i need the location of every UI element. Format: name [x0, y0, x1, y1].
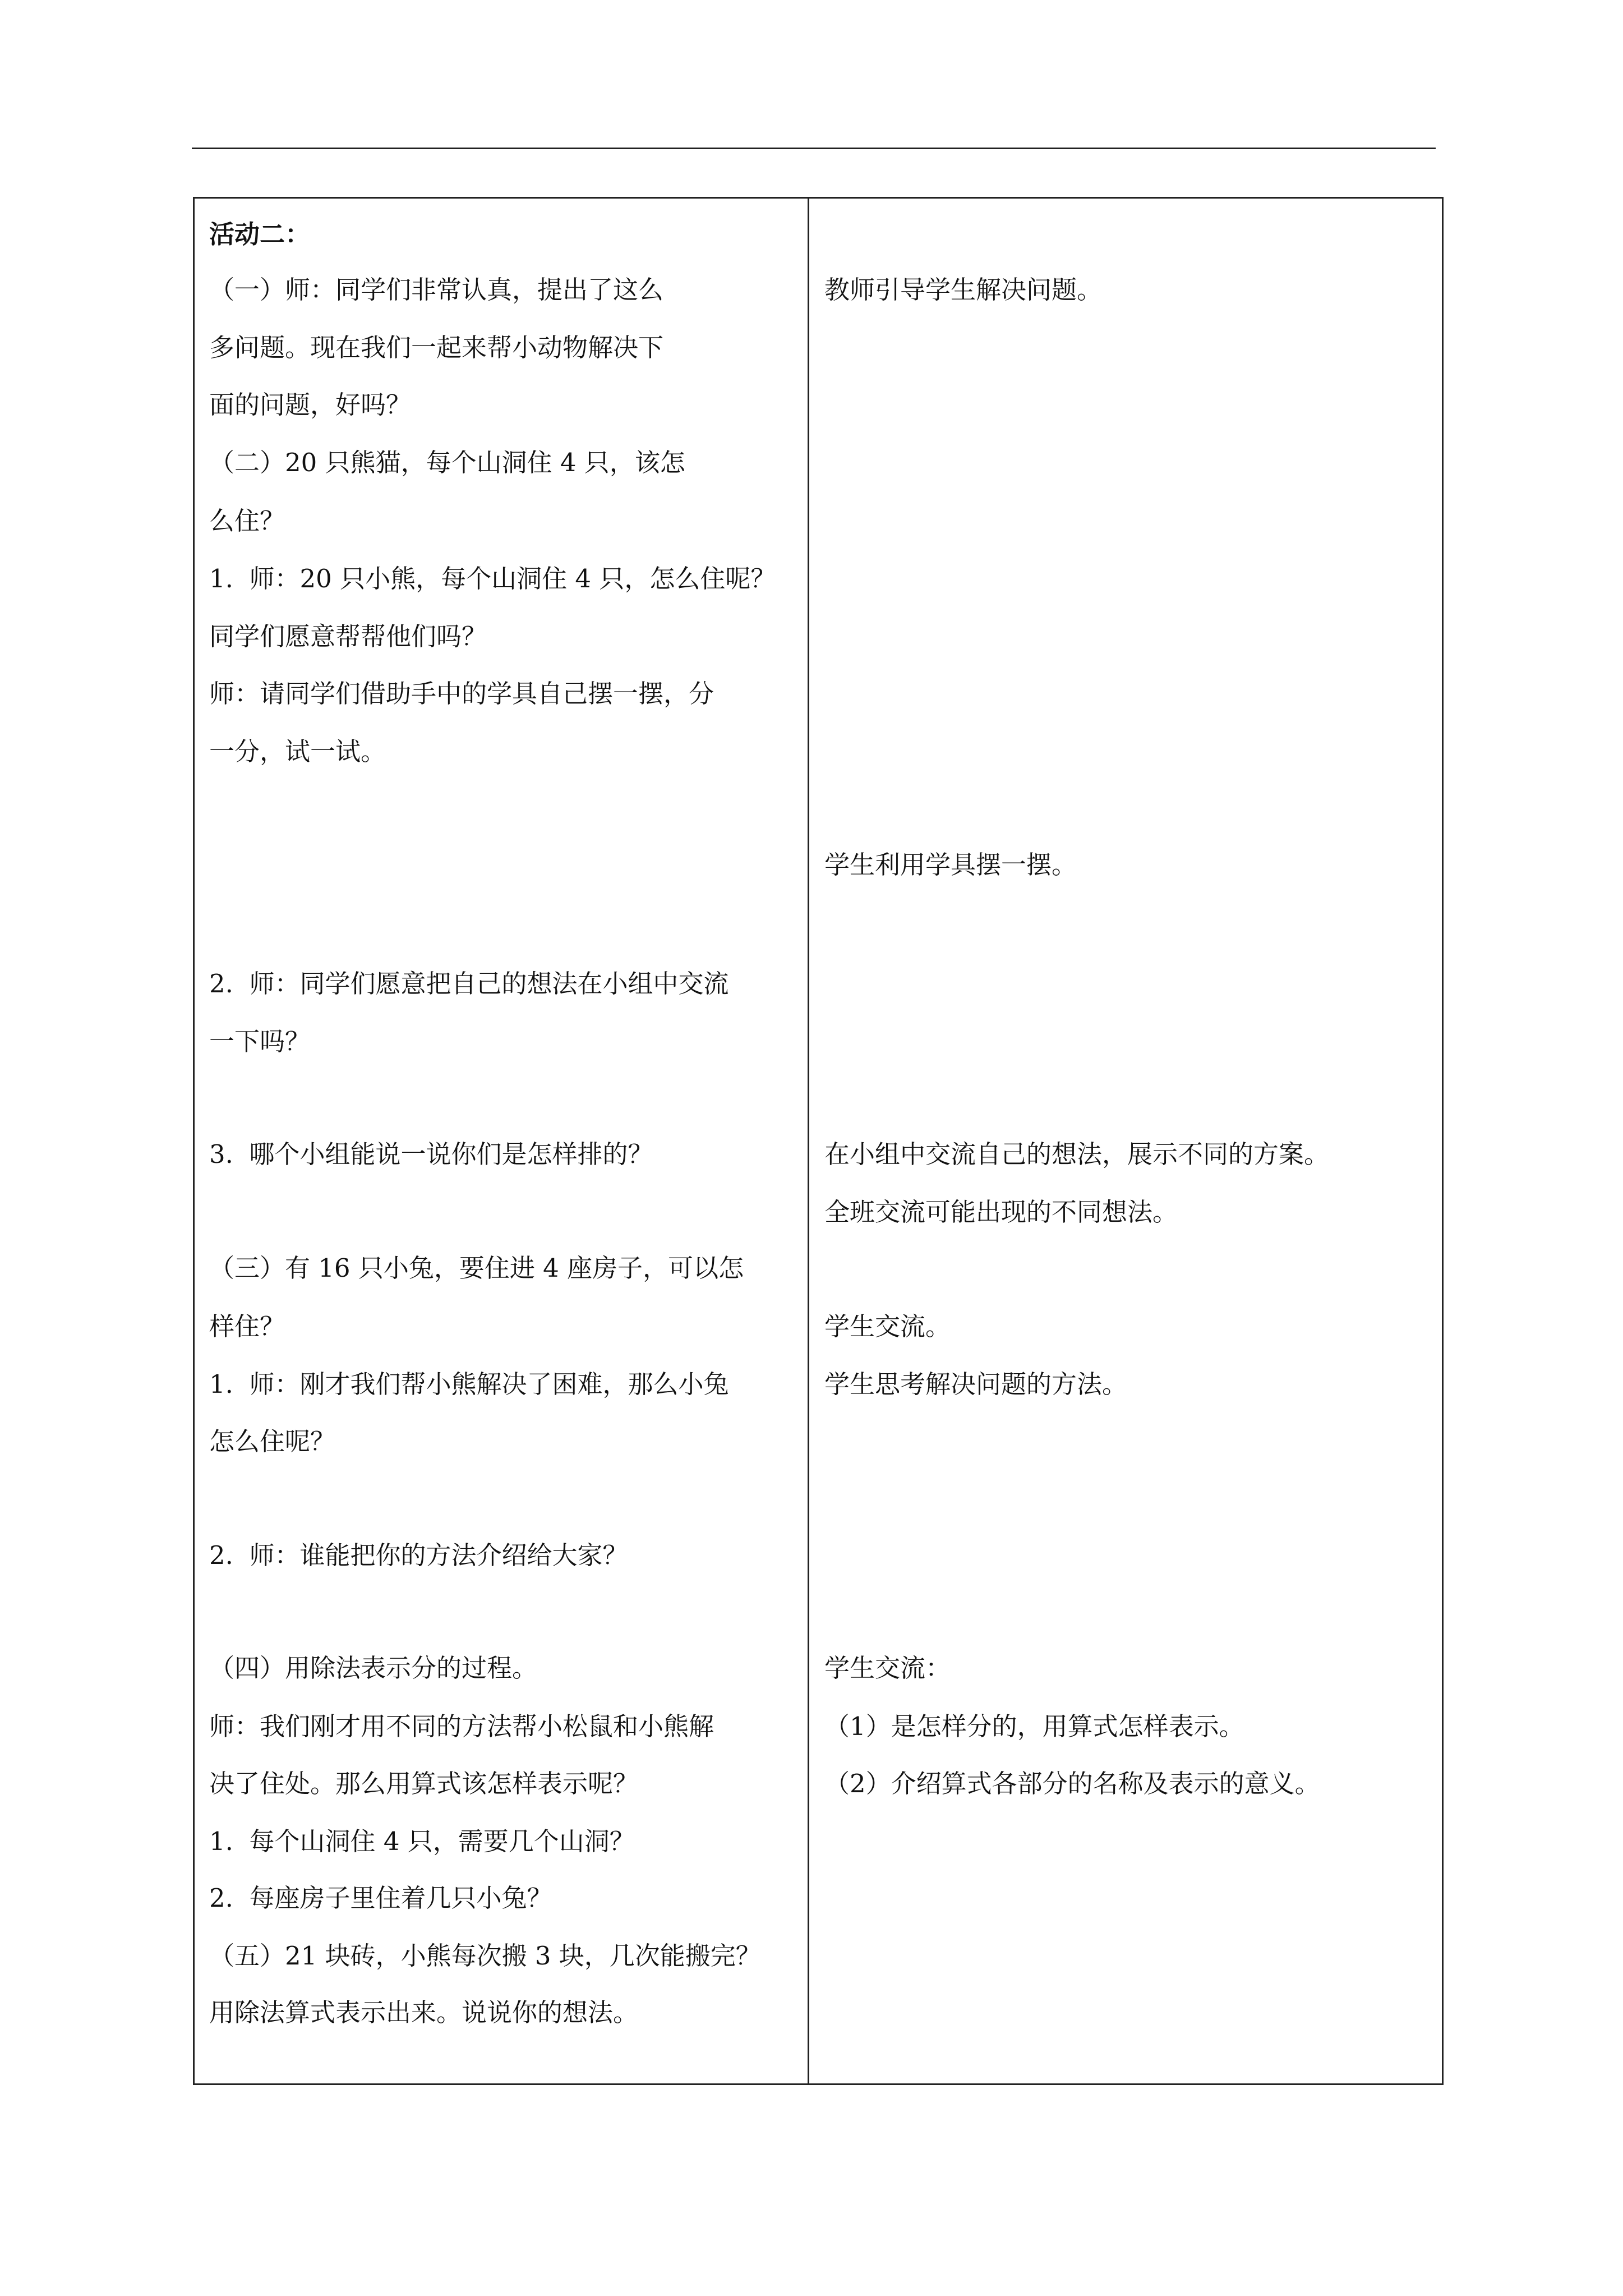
left-line: 2. 师：同学们愿意把自己的想法在小组中交流: [209, 969, 729, 999]
left-line: 用除法算式表示出来。说说你的想法。: [209, 1998, 639, 2027]
left-line: 样住？: [209, 1312, 285, 1341]
left-line: （四）用除法表示分的过程。: [209, 1653, 538, 1683]
right-line: （2）介绍算式各部分的名称及表示的意义。: [824, 1769, 1320, 1798]
right-line: 学生利用学具摆一摆。: [824, 850, 1077, 880]
right-line: 在小组中交流自己的想法，展示不同的方案。: [824, 1139, 1330, 1169]
header-rule: [192, 148, 1436, 149]
right-line: 学生交流。: [824, 1312, 951, 1341]
left-line: 一分，试一试。: [209, 737, 386, 766]
left-line: 面的问题，好吗？: [209, 390, 412, 420]
left-line: 一下吗？: [209, 1027, 311, 1056]
right-line: 学生交流：: [824, 1653, 951, 1683]
left-line: 多问题。现在我们一起来帮小动物解决下: [209, 333, 664, 362]
left-line: （五）21 块砖，小熊每次搬 3 块，几次能搬完？: [209, 1941, 761, 1971]
left-line: 1. 师：刚才我们帮小熊解决了困难，那么小兔: [209, 1369, 729, 1399]
right-line: 全班交流可能出现的不同想法。: [824, 1197, 1178, 1227]
left-line: 师：我们刚才用不同的方法帮小松鼠和小熊解: [209, 1711, 714, 1741]
left-line: 同学们愿意帮帮他们吗？: [209, 622, 487, 651]
left-line: 师：请同学们借助手中的学具自己摆一摆，分: [209, 679, 714, 708]
left-line: 2. 每座房子里住着几只小兔？: [209, 1883, 552, 1913]
left-line: 么住？: [209, 506, 285, 536]
left-line: 决了住处。那么用算式该怎样表示呢？: [209, 1769, 639, 1798]
column-divider: [808, 199, 809, 2083]
left-line: 3. 哪个小组能说一说你们是怎样排的？: [209, 1139, 653, 1169]
left-line: （三）有 16 只小兔，要住进 4 座房子，可以怎: [209, 1253, 744, 1283]
left-line: 1. 每个山洞住 4 只，需要几个山洞？: [209, 1826, 635, 1856]
activity-title: 活动二：: [209, 219, 311, 249]
left-line: 2. 师：谁能把你的方法介绍给大家？: [209, 1540, 628, 1570]
left-line: 1. 师：20 只小熊，每个山洞住 4 只，怎么住呢？: [209, 564, 776, 593]
left-line: （一）师：同学们非常认真，提出了这么: [209, 275, 664, 305]
left-line: （二）20 只熊猫，每个山洞住 4 只，该怎: [209, 448, 685, 477]
right-line: 教师引导学生解决问题。: [824, 275, 1103, 305]
left-line: 怎么住呢？: [209, 1427, 336, 1456]
right-line: 学生思考解决问题的方法。: [824, 1369, 1128, 1399]
right-line: （1）是怎样分的，用算式怎样表示。: [824, 1711, 1244, 1741]
